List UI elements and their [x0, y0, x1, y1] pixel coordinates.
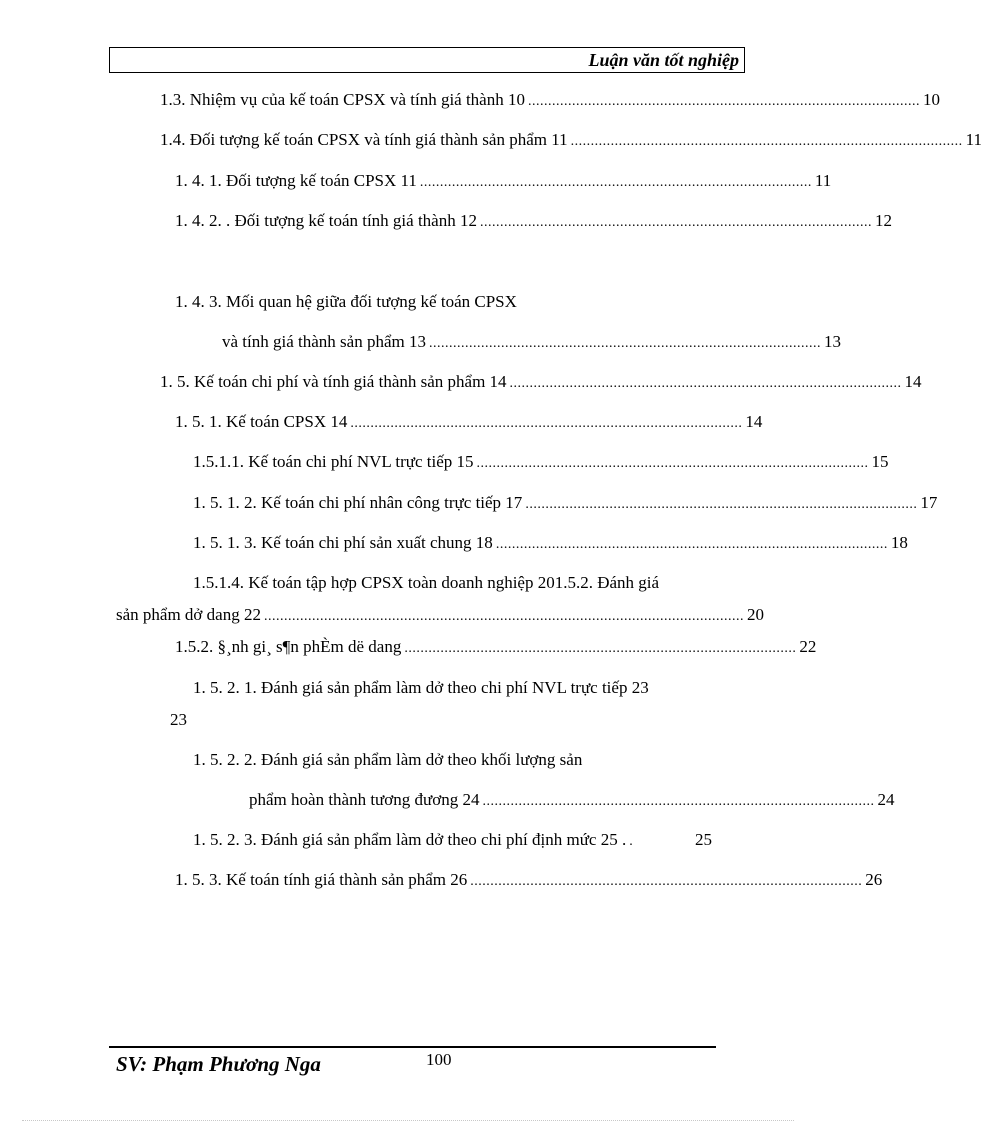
toc-entry-label: 1. 5. 1. Kế toán CPSX 14 — [175, 412, 348, 431]
toc-dot-leader: .................................................................................................. — [509, 376, 902, 391]
toc-entry[interactable] — [175, 171, 832, 193]
toc-page-number: 12 — [874, 211, 892, 230]
toc-entry-label: 1.5.1.1. Kế toán chi phí NVL trực tiếp 15 — [193, 452, 474, 471]
toc-entry[interactable] — [193, 493, 938, 515]
toc-entry[interactable] — [175, 211, 892, 233]
footer-author: SV: Phạm Phương Nga — [116, 1052, 321, 1076]
toc-entry-label: 1. 5. 3. Kế toán tính giá thành sản phẩm 26 — [175, 870, 468, 889]
footer-page-number: 100 — [426, 1050, 452, 1069]
toc-entry-label: 1.5.2. §¸nh gi¸ s¶n phÈm dë dang — [175, 637, 402, 656]
toc-dot-leader: . — [629, 834, 634, 849]
toc-dot-leader: .................................................................................................. — [479, 215, 872, 230]
toc-dot-leader: .................................................................................................. — [476, 456, 869, 471]
toc-entry[interactable] — [222, 332, 841, 354]
toc-entry[interactable] — [193, 452, 889, 474]
toc-entry-label: 1. 5. 2. 3. Đánh giá sản phẩm làm dở theo chi phí định mức 25 . — [193, 830, 627, 849]
toc-page-number: 23 — [170, 710, 187, 729]
toc-page-number: 14 — [745, 412, 763, 431]
toc-entry[interactable] — [116, 605, 764, 627]
toc-dot-leader: .................................................................................................. — [495, 537, 888, 552]
toc-page-number: 22 — [799, 637, 817, 656]
toc-entry-text[interactable]: 1. 4. 3. Mối quan hệ giữa đối tượng kế toán CPSX — [175, 292, 517, 311]
toc-entry[interactable] — [175, 637, 817, 659]
toc-page-number: 24 — [877, 790, 895, 809]
toc-page-number: 11 — [814, 171, 832, 190]
toc-dot-leader: .................................................................................................. — [404, 641, 797, 656]
toc-dot-leader: .................................................................................................. — [570, 134, 963, 149]
toc-dot-leader: .................................................................................................. — [525, 497, 918, 512]
toc-page-number: 26 — [865, 870, 883, 889]
toc-page-number: 25 — [695, 830, 712, 849]
toc-entry[interactable] — [193, 533, 908, 555]
toc-entry-label: 1. 5. 1. 2. Kế toán chi phí nhân công trực tiếp 17 — [193, 493, 523, 512]
page-header — [109, 47, 745, 73]
toc-entry[interactable] — [175, 412, 763, 434]
toc-entry-text[interactable]: 1.5.1.4. Kế toán tập hợp CPSX toàn doanh nghiệp 201.5.2. Đánh giá — [193, 573, 660, 592]
toc-page-number: 15 — [871, 452, 889, 471]
toc-page-number: 11 — [965, 130, 982, 149]
toc-dot-leader: .................................................................................................. — [527, 94, 920, 109]
toc-page-number: 20 — [746, 605, 764, 624]
toc-entry-label: và tính giá thành sản phẩm 13 — [222, 332, 426, 351]
toc-page-number: 13 — [823, 332, 841, 351]
toc-entry-label: 1. 4. 2. . Đối tượng kế toán tính giá thành 12 — [175, 211, 477, 230]
footer-rule — [109, 1046, 716, 1048]
toc-dot-leader: .................................................................................................. — [482, 794, 875, 809]
toc-entry-label: 1. 5. Kế toán chi phí và tính giá thành sản phẩm 14 — [160, 372, 507, 391]
toc-entry-text[interactable]: 1. 5. 2. 2. Đánh giá sản phẩm làm dở theo khối lượng sản — [193, 750, 583, 769]
toc-entry[interactable] — [160, 372, 922, 394]
toc-entry-label: sản phẩm dở dang 22 — [116, 605, 261, 624]
toc-entry-label: phẩm hoàn thành tương đương 24 — [249, 790, 480, 809]
toc-entry-label: 1. 5. 1. 3. Kế toán chi phí sản xuất chung 18 — [193, 533, 493, 552]
toc-entry-label: 1.4. Đối tượng kế toán CPSX và tính giá thành sản phẩm 11 — [160, 130, 568, 149]
toc-entry[interactable] — [193, 830, 712, 852]
toc-entry-label: 1. 4. 1. Đối tượng kế toán CPSX 11 — [175, 171, 417, 190]
toc-entry-label: 1.3. Nhiệm vụ của kế toán CPSX và tính giá thành 10 — [160, 90, 525, 109]
toc-entry[interactable] — [160, 90, 940, 112]
toc-dot-leader: ........................................................................................................................ — [263, 609, 744, 624]
toc-dot-leader: .................................................................................................. — [419, 175, 812, 190]
toc-entry-text[interactable]: 1. 5. 2. 1. Đánh giá sản phẩm làm dở theo chi phí NVL trực tiếp 23 — [193, 678, 649, 697]
toc-dot-leader: .................................................................................................. — [350, 416, 743, 431]
toc-page-number: 10 — [922, 90, 940, 109]
toc-entry[interactable] — [175, 870, 883, 892]
toc-entry[interactable] — [249, 790, 895, 812]
toc-dot-leader: .................................................................................................. — [470, 874, 863, 889]
page-bottom-border — [22, 1120, 794, 1121]
toc-page-number: 18 — [890, 533, 908, 552]
toc-page-number: 14 — [904, 372, 922, 391]
toc-entry[interactable] — [160, 130, 982, 152]
header-title: Luận văn tốt nghiệp — [588, 50, 739, 70]
toc-page-number: 17 — [920, 493, 938, 512]
toc-dot-leader: .................................................................................................. — [428, 336, 821, 351]
